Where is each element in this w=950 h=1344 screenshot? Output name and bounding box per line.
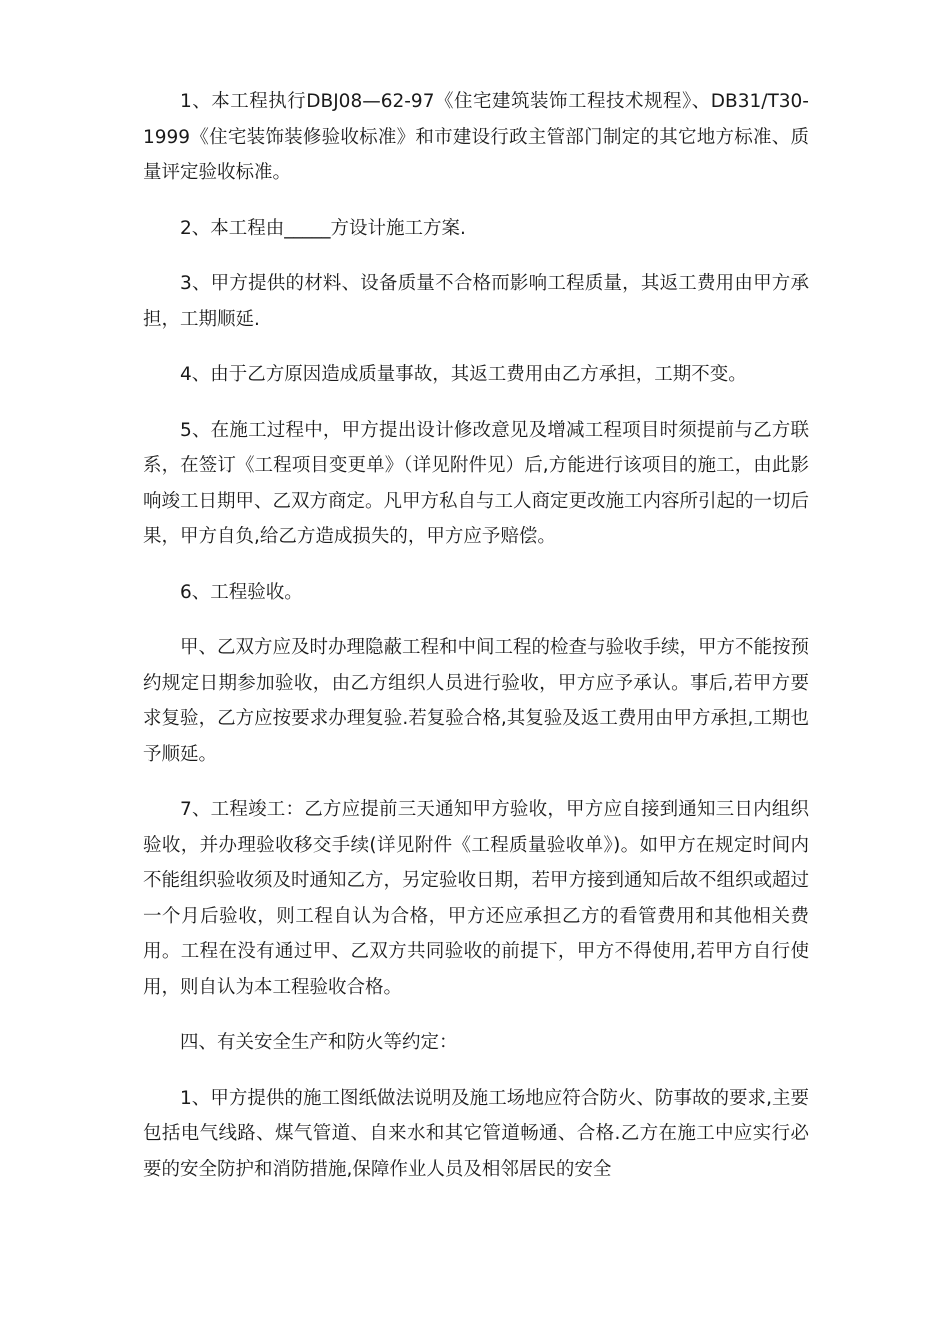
paragraph-standards: 1、本工程执行DBJ08—62-97《住宅建筑装饰工程技术规程》、DB31/T30-1999《住宅装饰装修验收标准》和市建设行政主管部门制定的其它地方标准、质量评定验收标准。 xyxy=(143,91,809,183)
paragraph-completion: 7、工程竣工：乙方应提前三天通知甲方验收，甲方应自接到通知三日内组织验收，并办理验收移交手续(详见附件《工程质量验收单》)。如甲方在规定时间内不能组织验收须及时通知乙方，另定验收日期，若甲方接到通知后故不组织或超过一个月后验收，则工程自认为合格，甲方还应承担乙方的看管费用和其他相关费用。工程在没有通过甲、乙双方共同验收的前提下，甲方不得使用,若甲方自行使用，则自认为本工程验收合格。 xyxy=(143,799,810,998)
section-heading-safety: 四、有关安全生产和防火等约定： xyxy=(180,1032,458,1053)
document-body xyxy=(143,84,809,1207)
paragraph-quality-accident: 4、由于乙方原因造成质量事故，其返工费用由乙方承担，工期不变。 xyxy=(180,364,747,385)
paragraph-design-changes: 5、在施工过程中，甲方提出设计修改意见及增减工程项目时须提前与乙方联系，在签订《工程项目变更单》（详见附件见）后,方能进行该项目的施工，由此影响竣工日期甲、乙双方商定。凡甲方私自与工人商定更改施工内容所引起的一切后果，甲方自负,给乙方造成损失的，甲方应予赔偿。 xyxy=(143,419,810,547)
paragraph-material-quality: 3、甲方提供的材料、设备质量不合格而影响工程质量，其返工费用由甲方承担，工期顺延. xyxy=(143,273,809,330)
paragraph-design-party: 2、本工程由_____方设计施工方案. xyxy=(180,217,466,239)
paragraph-acceptance-heading: 6、工程验收。 xyxy=(180,581,303,603)
paragraph-acceptance-procedure: 甲、乙双方应及时办理隐蔽工程和中间工程的检查与验收手续，甲方不能按预约规定日期参加验收，由乙方组织人员进行验收，甲方应予承认。事后,若甲方要求复验，乙方应按要求办理复验.若复验合格,其复验及返工费用由甲方承担,工期也予顺延。 xyxy=(143,637,810,765)
paragraph-safety-requirements: 1、甲方提供的施工图纸做法说明及施工场地应符合防火、防事故的要求,主要包括电气线路、煤气管道、自来水和其它管道畅通、合格.乙方在施工中应实行必要的安全防护和消防措施,保障作业人员及相邻居民的安全 xyxy=(143,1087,809,1180)
